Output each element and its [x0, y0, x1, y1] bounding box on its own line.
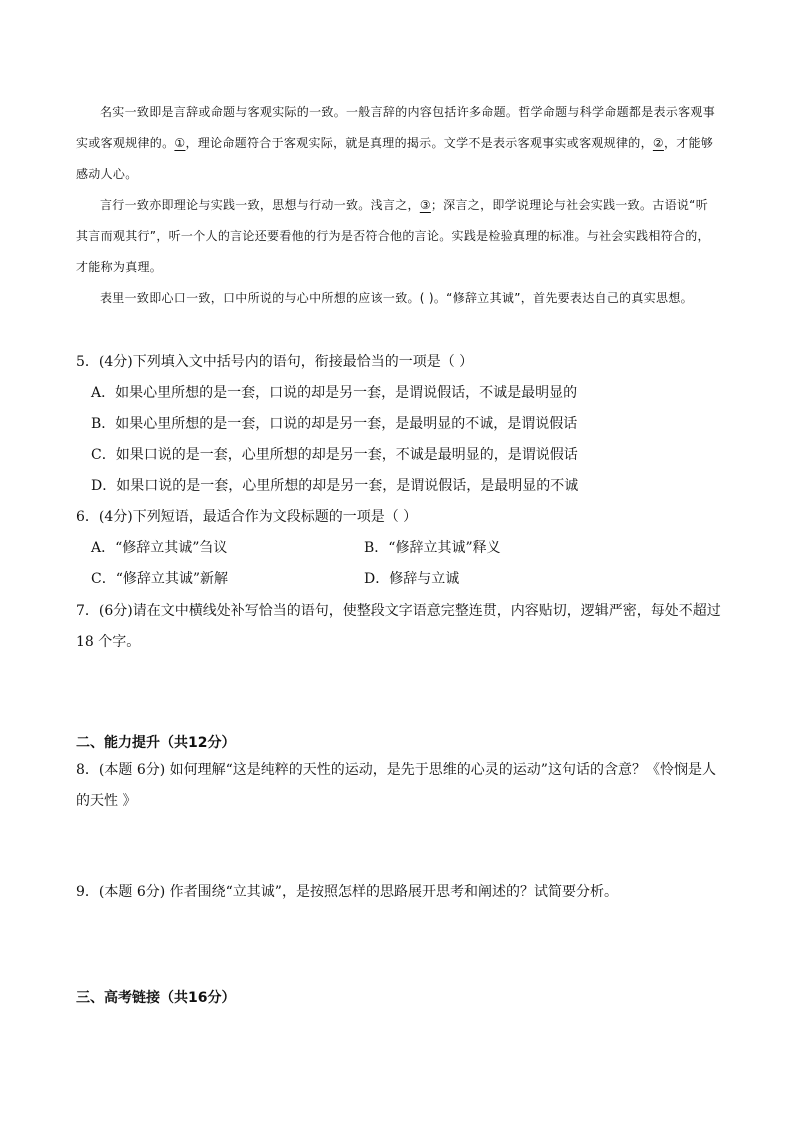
blank-marker-3: ③ — [419, 198, 431, 212]
question-9 — [76, 877, 726, 908]
reading-passage — [76, 97, 720, 314]
question-6-option-d[interactable]: D．修辞与立诚 — [364, 571, 460, 587]
question-7-stem: 7．(6分)请在文中横线处补写恰当的语句，使整段文字语意完整连贯，内容贴切，逻辑严密，每处不超过 18 个字。 — [76, 603, 721, 650]
question-6-option-c[interactable]: C．“修辞立其诚”新解 — [91, 571, 229, 587]
question-6-option-a[interactable]: A．“修辞立其诚”刍议 — [91, 540, 228, 556]
question-7 — [76, 596, 726, 658]
question-5-option-c[interactable]: C．如果口说的是一套，心里所想的却是另一套，不诚是最明显的，是谓说假话 — [91, 447, 578, 463]
passage-paragraph-3: 表里一致即心口一致，口中所说的与心中所想的应该一致。( )。“修辞立其诚”，首先要表达自己的真实思想。 — [100, 291, 693, 305]
blank-marker-1: ① — [174, 136, 186, 150]
question-8 — [76, 755, 726, 817]
question-5-option-d[interactable]: D．如果口说的是一套，心里所想的却是另一套，是谓说假话，是最明显的不诚 — [91, 478, 579, 494]
passage-paragraph-1: 名实一致即是言辞或命题与客观实际的一致。一般言辞的内容包括许多命题。哲学命题与科学命题都是表示客观事实或客观规律的。①，理论命题符合于客观实际，就是真理的揭示。文学不是表示客观事实或客观规律的，②，才能够感动人心。 — [76, 105, 716, 181]
question-9-stem: 9．(本题 6分) 作者围绕“立其诚”，是按照怎样的思路展开思考和阐述的？试简要分析。 — [76, 884, 618, 900]
question-6-option-b[interactable]: B．“修辞立其诚”释义 — [364, 540, 501, 556]
question-5 — [76, 347, 726, 502]
question-5-stem: 5．(4分)下列填入文中括号内的语句，衔接最恰当的一项是（ ） — [76, 354, 474, 370]
question-8-stem: 8．(本题 6分) 如何理解“这是纯粹的天性的运动，是先于思维的心灵的运动”这句话的含意？《怜悯是人的天性 》 — [76, 762, 716, 809]
question-5-option-a[interactable]: A．如果心里所想的是一套，口说的却是另一套，是谓说假话，不诚是最明显的 — [91, 385, 578, 401]
question-5-option-b[interactable]: B．如果心里所想的是一套，口说的却是另一套，是最明显的不诚，是谓说假话 — [91, 416, 578, 432]
section-3-title: 三、高考链接（共16分） — [76, 990, 236, 1006]
question-6-stem: 6．(4分)下列短语，最适合作为文段标题的一项是（ ） — [76, 509, 418, 525]
blank-marker-2: ② — [652, 136, 664, 150]
section-2-title: 二、能力提升（共12分） — [76, 735, 236, 751]
passage-paragraph-2: 言行一致亦即理论与实践一致，思想与行动一致。浅言之，③；深言之，即学说理论与社会实践一致。古语说“听其言而观其行”，听一个人的言论还要看他的行为是否符合他的言论。实践是检验真理的标准。与社会实践相符合的，才能称为真理。 — [76, 198, 710, 274]
question-6 — [76, 502, 726, 595]
